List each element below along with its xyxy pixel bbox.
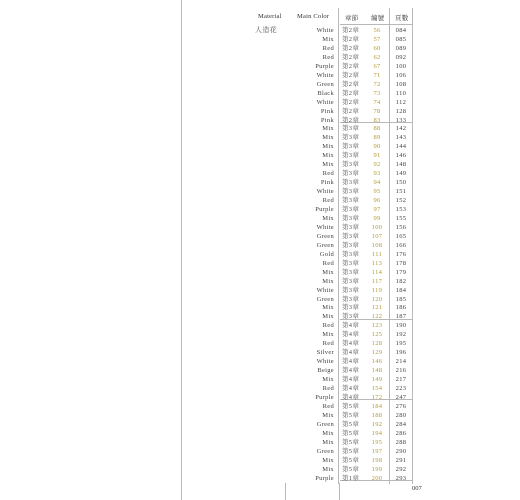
row-number: 121 [371, 304, 383, 312]
row-number: 184 [371, 402, 383, 410]
row-chapter: 第2章 [342, 98, 360, 106]
row-page: 184 [395, 286, 407, 294]
row-chapter: 第3章 [342, 134, 360, 142]
row-color: Green [316, 295, 334, 303]
row-chapter: 第3章 [342, 143, 360, 151]
row-page: 085 [395, 35, 407, 43]
row-chapter: 第2章 [342, 71, 360, 79]
row-page: 186 [395, 304, 407, 312]
row-number: 146 [371, 358, 383, 366]
row-chapter: 第4章 [342, 340, 360, 348]
row-chapter: 第3章 [342, 241, 360, 249]
row-chapter: 第2章 [342, 116, 360, 124]
row-number: 88 [373, 125, 381, 133]
row-page: 182 [395, 277, 407, 285]
row-color: Red [322, 44, 334, 52]
row-page: 152 [395, 197, 407, 205]
row-chapter: 第3章 [342, 152, 360, 160]
row-color: Red [322, 170, 334, 178]
row-page: 187 [395, 313, 407, 321]
row-chapter: 第5章 [342, 420, 360, 428]
row-page: 092 [395, 53, 407, 61]
row-color: Pink [320, 116, 334, 124]
row-chapter: 第3章 [342, 295, 360, 303]
row-page: 290 [395, 447, 407, 455]
row-color: Green [316, 241, 334, 249]
row-page: 292 [395, 465, 407, 473]
row-color: Mix [322, 152, 334, 160]
row-number: 197 [371, 447, 383, 455]
row-color: Mix [322, 134, 334, 142]
row-number: 188 [371, 411, 383, 419]
row-chapter: 第4章 [342, 385, 360, 392]
row-color: Mix [322, 304, 334, 312]
row-chapter: 第5章 [342, 429, 360, 437]
row-number: 83 [373, 116, 381, 124]
row-chapter: 第4章 [342, 322, 360, 330]
row-number: 119 [371, 286, 383, 294]
row-page: 153 [395, 206, 407, 213]
row-chapter: 第2章 [342, 44, 360, 52]
row-page: 084 [395, 27, 407, 34]
row-page: 192 [395, 331, 407, 339]
row-page: 185 [395, 295, 407, 303]
row-number: 73 [373, 89, 381, 97]
row-page: 190 [395, 322, 407, 330]
row-chapter: 第4章 [342, 349, 360, 357]
row-page: 288 [395, 438, 407, 446]
row-page: 165 [395, 232, 407, 240]
row-number: 57 [373, 35, 381, 43]
header-page: 頁數 [395, 15, 409, 22]
row-number: 71 [373, 71, 381, 79]
row-page: 128 [395, 107, 407, 115]
row-color: Mix [322, 125, 334, 133]
row-color: Mix [322, 376, 334, 384]
row-color: Mix [322, 35, 334, 43]
row-color: Red [322, 385, 334, 392]
row-chapter: 第3章 [342, 179, 360, 187]
row-chapter: 第5章 [342, 402, 360, 410]
row-chapter: 第5章 [342, 465, 360, 473]
bottom-edge-left [285, 483, 286, 500]
row-number: 129 [371, 349, 383, 357]
row-chapter: 第2章 [342, 80, 360, 88]
row-number: 78 [373, 107, 381, 115]
row-number: 56 [373, 27, 381, 34]
row-chapter: 第3章 [342, 170, 360, 178]
row-color: Green [316, 447, 334, 455]
row-page: 149 [395, 170, 407, 178]
row-page: 196 [395, 349, 407, 357]
row-number: 154 [371, 385, 383, 392]
row-chapter: 第3章 [342, 277, 360, 285]
row-color: Green [316, 420, 334, 428]
row-color: Mix [322, 456, 334, 464]
row-number: 114 [371, 268, 383, 276]
row-number: 91 [373, 152, 381, 160]
row-number: 74 [373, 98, 381, 106]
row-page: 214 [395, 358, 407, 366]
row-page: 110 [395, 89, 407, 97]
row-number: 111 [371, 250, 383, 258]
row-number: 172 [371, 393, 383, 401]
row-color: Mix [322, 268, 334, 276]
row-color: White [316, 188, 334, 196]
column-divider-color [338, 8, 339, 484]
row-color: Pink [320, 107, 334, 115]
row-color: Mix [322, 277, 334, 285]
row-number: 99 [373, 214, 381, 222]
row-chapter: 第3章 [342, 223, 360, 231]
row-number: 195 [371, 438, 383, 446]
row-number: 97 [373, 206, 381, 213]
row-page: 089 [395, 44, 407, 52]
row-number: 60 [373, 44, 381, 52]
row-color: White [316, 27, 334, 34]
row-number: 93 [373, 170, 381, 178]
page-number: 007 [412, 485, 422, 492]
header-main-color: Main Color [297, 13, 330, 20]
row-number: 128 [371, 340, 383, 348]
row-page: 223 [395, 385, 407, 392]
row-color: Mix [322, 438, 334, 446]
header-chapter: 章節 [345, 15, 359, 22]
row-number: 95 [373, 188, 381, 196]
column-divider-left [181, 0, 182, 500]
row-page: 276 [395, 402, 407, 410]
row-color: White [316, 98, 334, 106]
column-divider-page [389, 8, 390, 484]
row-number: 148 [371, 367, 383, 375]
row-page: 143 [395, 134, 407, 142]
row-chapter: 第3章 [342, 197, 360, 205]
row-color: Purple [315, 393, 334, 401]
row-color: Mix [322, 411, 334, 419]
row-chapter: 第4章 [342, 376, 360, 384]
column-divider-right [412, 8, 413, 484]
row-page: 142 [395, 125, 407, 133]
row-chapter: 第4章 [342, 358, 360, 366]
row-number: 199 [371, 465, 383, 473]
row-page: 148 [395, 161, 407, 169]
row-page: 293 [395, 474, 407, 482]
row-number: 194 [371, 429, 383, 437]
row-page: 146 [395, 152, 407, 160]
row-color: Red [322, 340, 334, 348]
row-color: Silver [316, 349, 334, 357]
row-number: 200 [371, 474, 383, 482]
row-chapter: 第3章 [342, 250, 360, 258]
header-rule [340, 24, 412, 25]
row-chapter: 第2章 [342, 107, 360, 115]
row-number: 122 [371, 313, 383, 321]
row-chapter: 第5章 [342, 438, 360, 446]
row-chapter: 第3章 [342, 232, 360, 240]
row-page: 133 [395, 116, 407, 124]
row-page: 291 [395, 456, 407, 464]
row-number: 123 [371, 322, 383, 330]
row-color: Black [317, 89, 334, 97]
row-number: 117 [371, 277, 383, 285]
row-chapter: 第2章 [342, 89, 360, 97]
row-color: Purple [315, 474, 334, 482]
row-page: 150 [395, 179, 407, 187]
row-page: 216 [395, 367, 407, 375]
row-chapter: 第3章 [342, 259, 360, 267]
row-number: 113 [371, 259, 383, 267]
row-chapter: 第4章 [342, 331, 360, 339]
row-number: 72 [373, 80, 381, 88]
row-color: Mix [322, 313, 334, 321]
row-chapter: 第2章 [342, 62, 360, 70]
row-color: Mix [322, 161, 334, 169]
row-color: White [316, 286, 334, 294]
row-chapter: 第4章 [342, 367, 360, 375]
row-page: 286 [395, 429, 407, 437]
header-material: Material [258, 13, 282, 20]
row-page: 108 [395, 80, 407, 88]
row-number: 92 [373, 161, 381, 169]
row-number: 62 [373, 53, 381, 61]
row-color: Purple [315, 206, 334, 213]
row-number: 94 [373, 179, 381, 187]
row-chapter: 第3章 [342, 313, 360, 321]
row-chapter: 第3章 [342, 206, 360, 213]
header-number: 編號 [371, 15, 385, 22]
row-chapter: 第3章 [342, 214, 360, 222]
row-chapter: 第4章 [342, 393, 360, 401]
row-number: 108 [371, 241, 383, 249]
row-chapter: 第3章 [342, 268, 360, 276]
row-page: 284 [395, 420, 407, 428]
row-color: Mix [322, 143, 334, 151]
row-page: 179 [395, 268, 407, 276]
row-chapter: 第3章 [342, 304, 360, 312]
row-color: Red [322, 259, 334, 267]
row-number: 67 [373, 62, 381, 70]
bottom-edge-right [339, 483, 340, 500]
row-page: 195 [395, 340, 407, 348]
row-color: Purple [315, 62, 334, 70]
row-color: Mix [322, 331, 334, 339]
row-page: 178 [395, 259, 407, 267]
row-number: 125 [371, 331, 383, 339]
row-chapter: 第2章 [342, 27, 360, 34]
row-chapter: 第3章 [342, 286, 360, 294]
row-color: Mix [322, 214, 334, 222]
row-page: 280 [395, 411, 407, 419]
row-color: Red [322, 53, 334, 61]
row-chapter: 第3章 [342, 188, 360, 196]
row-color: Green [316, 80, 334, 88]
row-chapter: 第2章 [342, 35, 360, 43]
row-chapter: 第3章 [342, 161, 360, 169]
row-page: 247 [395, 393, 407, 401]
row-color: White [316, 358, 334, 366]
row-number: 96 [373, 197, 381, 205]
row-number: 120 [371, 295, 383, 303]
row-page: 100 [395, 62, 407, 70]
row-number: 107 [371, 232, 383, 240]
row-page: 144 [395, 143, 407, 151]
row-page: 106 [395, 71, 407, 79]
row-page: 155 [395, 214, 407, 222]
row-chapter: 第1章 [342, 474, 360, 482]
row-chapter: 第5章 [342, 456, 360, 464]
row-color: Gold [319, 250, 334, 258]
row-number: 149 [371, 376, 383, 384]
row-chapter: 第5章 [342, 411, 360, 419]
row-color: Green [316, 232, 334, 240]
row-color: Red [322, 322, 334, 330]
row-page: 112 [395, 98, 407, 106]
row-number: 90 [373, 143, 381, 151]
row-page: 151 [395, 188, 407, 196]
row-color: Mix [322, 465, 334, 473]
row-number: 198 [371, 456, 383, 464]
row-color: White [316, 71, 334, 79]
row-page: 217 [395, 376, 407, 384]
row-chapter: 第5章 [342, 447, 360, 455]
row-page: 156 [395, 223, 407, 231]
row-page: 176 [395, 250, 407, 258]
row-chapter: 第2章 [342, 53, 360, 61]
row-chapter: 第3章 [342, 125, 360, 133]
row-color: Pink [320, 179, 334, 187]
row-number: 100 [371, 223, 383, 231]
row-page: 166 [395, 241, 407, 249]
row-color: Beige [317, 367, 334, 375]
material-label: 人造花 [255, 26, 277, 34]
row-number: 192 [371, 420, 383, 428]
row-color: Red [322, 197, 334, 205]
row-color: White [316, 223, 334, 231]
row-color: Mix [322, 429, 334, 437]
row-number: 89 [373, 134, 381, 142]
row-color: Red [322, 402, 334, 410]
